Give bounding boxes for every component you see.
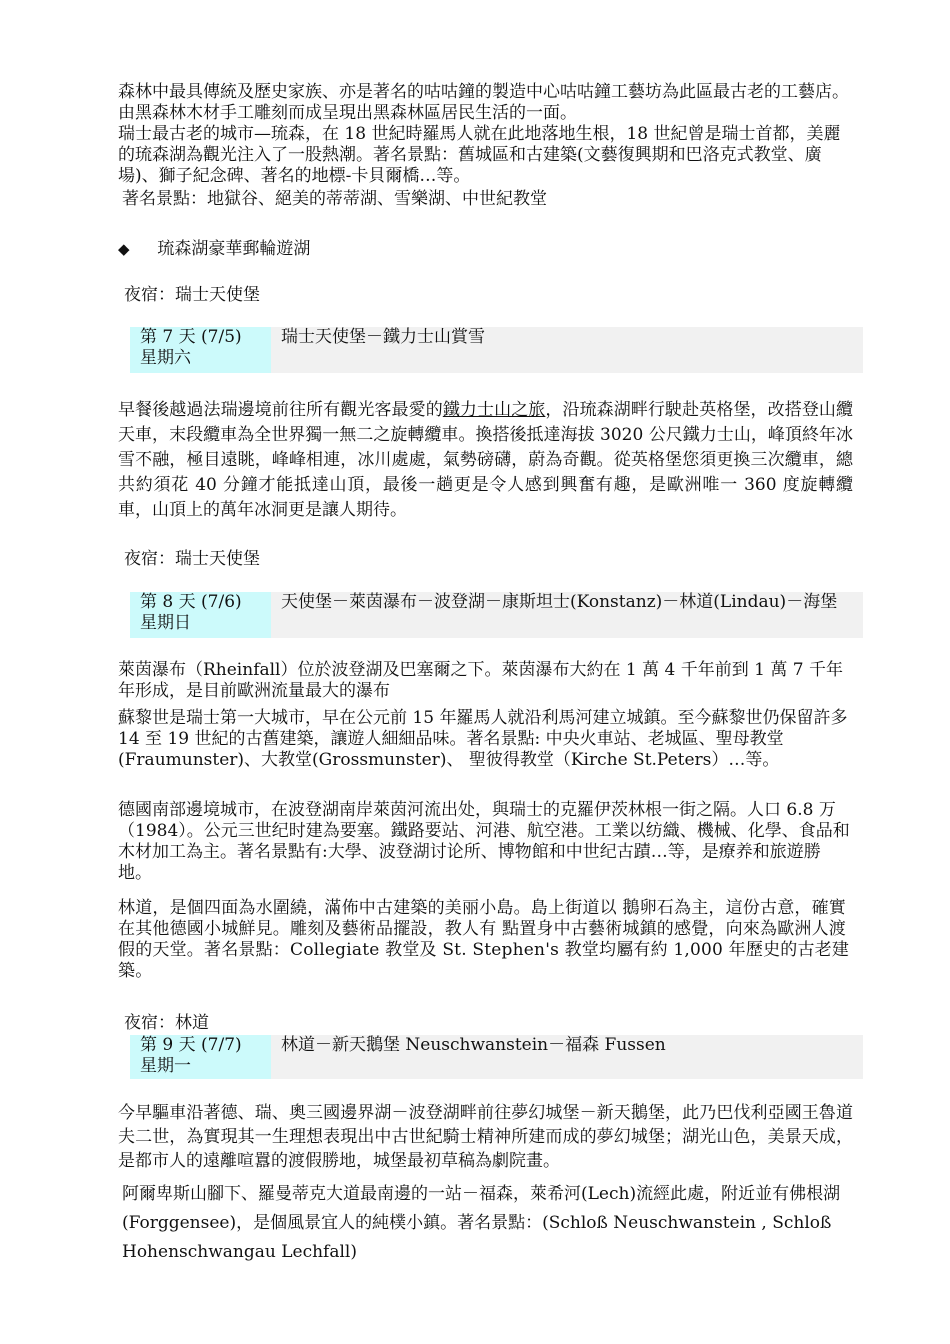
day9-neuschwanstein-paragraph: 今早驅車沿著德、瑞、奧三國邊界湖－波登湖畔前往夢幻城堡－新天鵝堡，此乃巴伐利亞國王魯道夫二世，為實現其一生理想表現出中古世紀騎士精神所建而成的夢幻城堡；湖光山色，美景天成，是都市人的遠離喧囂的渡假勝地，城堡最初草稿為劇院畫。 xyxy=(118,1103,853,1171)
lodging-label: 夜宿： xyxy=(124,1013,175,1033)
day8-route-cell: 天使堡－萊茵瀑布－波登湖－康斯坦士(Konstanz)－林道(Lindau)－海堡 xyxy=(281,592,838,612)
lodging-label: 夜宿： xyxy=(124,285,175,305)
day7-day: 第 7 天 (7/5) xyxy=(140,327,242,347)
day8-lindau-paragraph: 林道，是個四面為水圍繞，滿佈中古建築的美丽小島。島上街道以 鵝卵石為主，這份古意，確實在其他德國小城鮮見。雕刻及藝術品擺設，教人有 點置身中古藝術城鎮的感覺，向來為歐洲人渡假的天堂。著名景點：Collegiate 教堂及 St. Stephen's 教堂均屬有約 1,000 年歷史的古老建築。 xyxy=(118,898,850,981)
cruise-bullet xyxy=(118,239,310,260)
intro-paragraph-lucerne: 瑞士最古老的城市—琉森，在 18 世紀時羅馬人就在此地落地生根，18 世紀曾是瑞士首都，美麗的琉森湖為觀光注入了一股熱潮。著名景點：舊城區和古建築(文藝復興期和巴洛克式教堂、廣場)、獅子紀念碑、著名的地標-卡貝爾橋…等。 xyxy=(118,124,841,186)
lodging-line-2 xyxy=(124,549,260,570)
day7-header-row xyxy=(130,327,863,373)
lodging-label: 夜宿： xyxy=(124,549,175,569)
day7-weekday: 星期六 xyxy=(140,348,191,368)
day7-description xyxy=(118,398,853,523)
lodging-line-1 xyxy=(124,285,260,306)
day9-header-row xyxy=(130,1035,863,1079)
intro-paragraph-sights: 著名景點：地獄谷、絕美的蒂蒂湖、雪樂湖、中世紀教堂 xyxy=(122,189,547,209)
day8-date-cell xyxy=(130,592,271,638)
day9-day: 第 9 天 (7/7) xyxy=(140,1035,242,1055)
day9-route-cell: 林道－新天鵝堡 Neuschwanstein－福森 Fussen xyxy=(281,1035,666,1055)
diamond-bullet-icon: ◆ xyxy=(118,240,130,258)
day8-weekday: 星期日 xyxy=(140,613,191,633)
lodging-value: 瑞士天使堡 xyxy=(175,285,260,305)
day8-rheinfall-paragraph: 萊茵瀑布（Rheinfall）位於波登湖及巴塞爾之下。萊茵瀑布大約在 1 萬 4 千年前到 1 萬 7 千年年形成，是目前歐洲流量最大的瀑布 xyxy=(118,660,843,701)
day8-header-row xyxy=(130,592,863,638)
day7-route-cell: 瑞士天使堡－鐵力士山賞雪 xyxy=(281,327,485,347)
day7-desc-post: ，沿琉森湖畔行駛赴英格堡，改搭登山纜天車，末段纜車為全世界獨一無二之旋轉纜車。換搭後抵達海拔 3020 公尺鐵力士山，峰頂終年冰雪不融，極目遠眺，峰峰相連，冰川處處，氣勢磅礴，蔚為奇觀。從英格堡您須更換三次纜車，總共約須花 40 分鐘才能抵達山頂，最後一趟更是令人感到興奮有趣，是歐洲唯一 360 度旋轉纜車，山頂上的萬年冰洞更是讓人期待。 xyxy=(118,400,854,520)
lodging-line-3 xyxy=(124,1013,209,1034)
day9-fussen-paragraph: 阿爾卑斯山腳下、羅曼蒂克大道最南邊的一站－福森，萊希河(Lech)流經此處，附近並有佛根湖(Forggensee)，是個風景宜人的純樸小鎮。著名景點：(Schloß Neuschwanstein , Schloß Hohenschwangau Lechfall) xyxy=(122,1184,841,1262)
day7-date-cell xyxy=(130,327,271,373)
day9-date-cell xyxy=(130,1035,271,1079)
titlis-link[interactable]: 鐵力士山之旅 xyxy=(442,400,546,420)
intro-paragraph-blackforest: 森林中最具傳統及歷史家族、亦是著名的咕咕鐘的製造中心咕咕鐘工藝坊為此區最古老的工藝店。由黑森林木材手工雕刻而成呈現出黑森林區居民生活的一面。 xyxy=(118,82,849,123)
day8-konstanz-paragraph: 德國南部邊境城市，在波登湖南岸萊茵河流出处，與瑞士的克羅伊茨林根一街之隔。人口 6.8 万（1984）。公元三世纪时建為要塞。鐵路要站、河港、航空港。工業以纺織、機械、化學、食品和木材加工為主。著名景點有:大學、波登湖讨论所、博物館和中世纪古蹟…等，是療养和旅遊勝地。 xyxy=(118,800,850,883)
lodging-value: 林道 xyxy=(175,1013,209,1033)
cruise-bullet-text: 琉森湖豪華郵輪遊湖 xyxy=(157,239,311,259)
lodging-value: 瑞士天使堡 xyxy=(175,549,260,569)
day7-desc-pre: 早餐後越過法瑞邊境前往所有觀光客最愛的 xyxy=(118,400,443,420)
day8-zurich-paragraph: 蘇黎世是瑞士第一大城市，早在公元前 15 年羅馬人就沿利馬河建立城鎮。至今蘇黎世仍保留許多 14 至 19 世紀的古舊建築，讓遊人細細品味。著名景點: 中央火車站、老城區、聖母教堂(Fraumunster)、大教堂(Grossmunster)、 聖彼得教堂（Kirche St.Peters）…等。 xyxy=(118,708,848,770)
day8-day: 第 8 天 (7/6) xyxy=(140,592,242,612)
day9-weekday: 星期一 xyxy=(140,1056,191,1076)
